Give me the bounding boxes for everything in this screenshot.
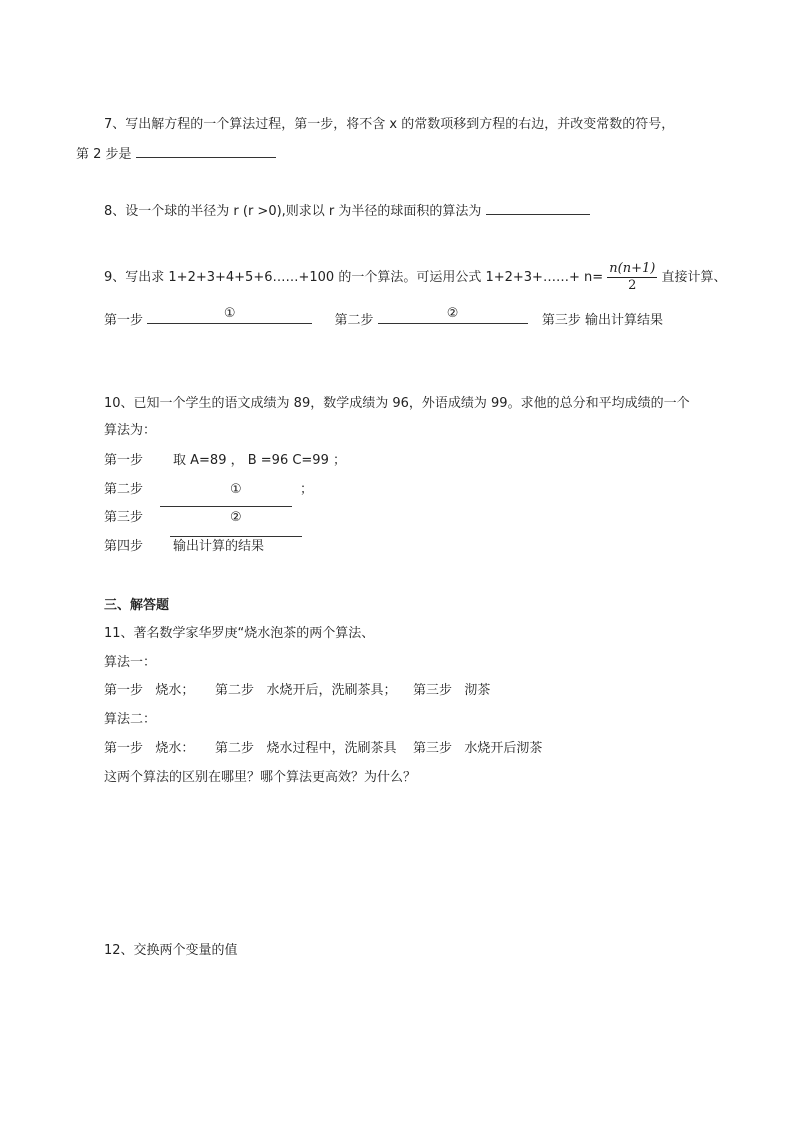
q8-text: 8、设一个球的半径为 r (r >0),则求以 r 为半径的球面积的算法为 bbox=[104, 204, 482, 219]
q11-algorithm1-label: 算法一： bbox=[104, 655, 157, 670]
q8-line bbox=[104, 200, 590, 221]
q9-step1-marker: ① bbox=[223, 306, 236, 321]
q10-step2-semicolon: ； bbox=[300, 482, 314, 497]
q11-algorithm2-steps: 第一步 烧水： 第二步 烧水过程中，洗刷茶具 第三步 水烧开后沏茶 bbox=[104, 741, 543, 756]
q10-step3-marker: ② bbox=[230, 510, 242, 525]
q10-step2-blank[interactable] bbox=[160, 506, 292, 507]
q10-step3-blank[interactable] bbox=[170, 536, 302, 537]
q7-line1: 7、写出解方程的一个算法过程，第一步，将不含 x 的常数项移到方程的右边，并改变常数的符号， bbox=[104, 117, 675, 132]
q7-answer-blank[interactable] bbox=[136, 143, 276, 158]
q10-step1-label: 第一步 bbox=[104, 453, 144, 468]
q11-algorithm1-steps: 第一步 烧水； 第二步 水烧开后，洗刷茶具； 第三步 沏茶 bbox=[104, 683, 491, 698]
q9-line bbox=[104, 258, 726, 298]
q11-algorithm2-label: 算法二： bbox=[104, 712, 157, 727]
q10-step2-marker: ① bbox=[230, 482, 242, 497]
section-3-heading: 三、解答题 bbox=[104, 598, 170, 613]
q9-step1-blank[interactable] bbox=[147, 306, 312, 324]
q11-question: 这两个算法的区别在哪里？哪个算法更高效？为什么？ bbox=[104, 770, 417, 785]
q10-line2: 算法为： bbox=[104, 423, 157, 438]
q8-answer-blank[interactable] bbox=[486, 200, 590, 215]
q10-step3-label: 第三步 bbox=[104, 510, 144, 525]
q9-step2-marker: ② bbox=[446, 306, 459, 321]
q9-steps-line bbox=[104, 306, 664, 330]
q9-step2-label: 第二步 bbox=[334, 313, 374, 328]
q10-step2-label: 第二步 bbox=[104, 482, 144, 497]
q10-step1-text: 取 A=89 ， B =96 C=99 ； bbox=[173, 453, 346, 468]
q9-formula-denominator: 2 bbox=[628, 278, 637, 293]
q9-suffix: 直接计算、 bbox=[661, 270, 727, 285]
q7-step2-label: 第 2 步是 bbox=[76, 147, 132, 162]
q10-step4-label: 第四步 bbox=[104, 539, 144, 554]
q9-formula-fraction bbox=[607, 261, 657, 294]
q9-step1-label: 第一步 bbox=[104, 313, 144, 328]
q9-step3: 第三步 输出计算结果 bbox=[541, 313, 664, 328]
q9-formula-numerator: n(n+1) bbox=[609, 261, 656, 276]
q10-step4-text: 输出计算的结果 bbox=[173, 539, 265, 554]
q9-prefix: 9、写出求 1+2+3+4+5+6……+100 的一个算法。可运用公式 1+2+3+……+ n= bbox=[104, 270, 604, 285]
q11-line1: 11、著名数学家华罗庚“烧水泡茶的两个算法、 bbox=[104, 626, 375, 641]
q10-line1: 10、已知一个学生的语文成绩为 89，数学成绩为 96，外语成绩为 99。求他的总分和平均成绩的一个 bbox=[104, 396, 690, 411]
q9-step2-blank[interactable] bbox=[378, 306, 528, 324]
q7-line2 bbox=[76, 143, 276, 164]
q12-text: 12、交换两个变量的值 bbox=[104, 943, 238, 958]
